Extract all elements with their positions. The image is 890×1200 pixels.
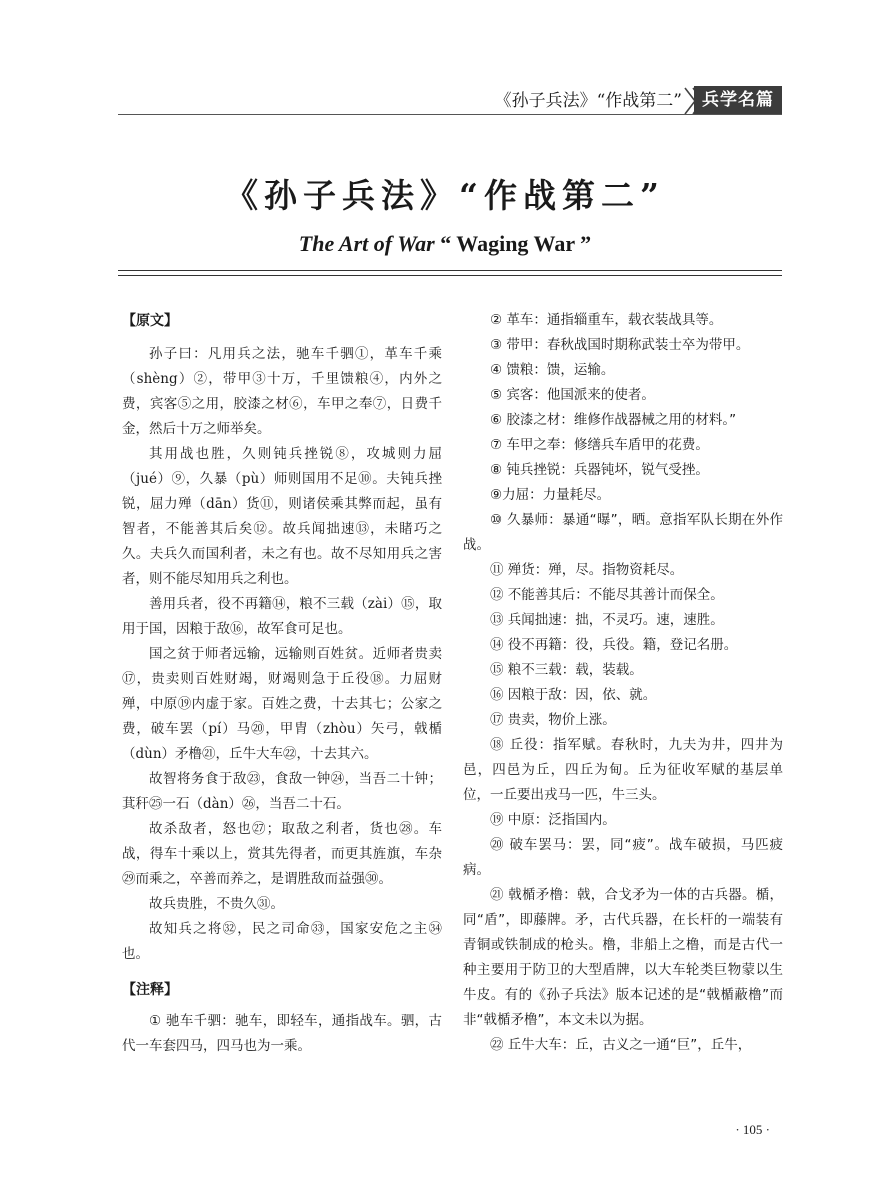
title-english-rest: “ Waging War ”	[440, 231, 592, 256]
note-item: ⑮ 粮不三载：载，装载。	[490, 662, 643, 678]
note-item: ② 革车：通指辎重车，载衣装战具等。	[490, 312, 723, 328]
original-paragraph: 故知兵之将㉜，民之司命㉝，国家安危之主㉞也。	[122, 921, 442, 962]
note-item: ⑦ 车甲之奉：修缮兵车盾甲的花费。	[490, 437, 709, 453]
original-paragraph: 故杀敌者，怒也㉗；取敌之利者，货也㉘。车战，得车十乘以上，赏其先得者，而更其旌旗，车杂㉙而乘之，卒善而养之，是谓胜敌而益强㉚。	[122, 821, 442, 887]
notes-heading: 【注释】	[122, 982, 178, 998]
note-item: ⑧ 钝兵挫锐：兵器钝坏，锐气受挫。	[490, 462, 709, 478]
original-paragraph: 故智将务食于敌㉓，食敌一钟㉔，当吾二十钟；萁秆㉕一石（dàn）㉖，当吾二十石。	[122, 771, 442, 812]
note-item: ⑫ 不能善其后：不能尽其善计而保全。	[490, 587, 724, 603]
note-item: ⑭ 役不再籍：役，兵役。籍，登记名册。	[490, 637, 738, 653]
note-item: ⑩ 久暴师：暴通“曝”，晒。意指军队长期在外作战。	[463, 512, 783, 553]
note-item: ① 驰车千驷：驰车，即轻车，通指战车。驷，古代一车套四马，四马也为一乘。	[122, 1013, 442, 1054]
original-paragraph: 国之贫于师者远输，远输则百姓贫。近师者贵卖⑰，贵卖则百姓财竭，财竭则急于丘役⑱。力屈财殚，中原⑲内虚于家。百姓之费，十去其七；公家之费，破车罢（pí）马⑳，甲胄（zhòu）矢弓，戟楯（dùn）矛橹㉑，丘牛大车㉒，十去其六。	[122, 646, 442, 762]
section-tag: 兵学名篇	[694, 86, 782, 114]
right-column	[463, 308, 783, 1058]
original-heading: 【原文】	[122, 313, 178, 329]
note-item: ⑪ 殚货：殚，尽。指物资耗尽。	[490, 562, 684, 578]
note-item: ⑰ 贵卖，物价上涨。	[490, 712, 616, 728]
original-paragraph: 孙子曰：凡用兵之法，驰车千驷①，革车千乘（shèng）②，带甲③十万，千里馈粮④，内外之费，宾客⑤之用，胶漆之材⑥，车甲之奉⑦，日费千金，然后十万之师举矣。	[122, 346, 442, 437]
title-chinese: 《孙子兵法》“作战第二”	[225, 176, 665, 215]
note-item: ⑯ 因粮于敌：因，依、就。	[490, 687, 657, 703]
original-paragraph: 其用战也胜，久则钝兵挫锐⑧，攻城则力屈（jué）⑨，久暴（pù）师则国用不足⑩。夫钝兵挫锐，屈力殚（dān）货⑪，则诸侯乘其弊而起，虽有智者，不能善其后矣⑫。故兵闻拙速⑬，未睹巧之久。夫兵久而国利者，未之有也。故不尽知用兵之害者，则不能尽知用兵之利也。	[122, 446, 442, 587]
note-item: ⑱ 丘役：指军赋。春秋时，九夫为井，四井为邑，四邑为丘，四丘为甸。丘为征收军赋的基层单位，一丘要出戎马一匹，牛三头。	[463, 737, 783, 803]
title-double-rule	[118, 270, 782, 276]
note-item: ⑬ 兵闻拙速：拙，不灵巧。速，速胜。	[490, 612, 724, 628]
running-title: 《孙子兵法》“作战第二”	[494, 91, 682, 111]
note-item: ⑲ 中原：泛指国内。	[490, 812, 616, 828]
left-column	[122, 308, 442, 1059]
page-number: · 105 ·	[735, 1122, 770, 1137]
note-item: ㉒ 丘牛大车：丘，古义之一通“巨”，丘牛，	[490, 1037, 752, 1053]
note-item: ㉑ 戟楯矛橹：戟，合戈矛为一体的古兵器。楯，同“盾”，即藤牌。矛，古代兵器，在长杆的一端装有青铜或铁制成的枪头。橹，非船上之橹，而是古代一种主要用于防卫的大型盾牌，以大车轮类巨物蒙以生牛皮。有的《孙子兵法》版本记述的是“戟楯蔽橹”而非“戟楯矛橹”，本文未以为据。	[463, 887, 783, 1028]
note-item: ④ 馈粮：馈，运输。	[490, 362, 615, 378]
note-item: ⑤ 宾客：他国派来的使者。	[490, 387, 655, 403]
note-item: ⑳ 破车罢马：罢，同“疲”。战车破损，马匹疲病。	[463, 837, 783, 878]
header-rule	[118, 114, 782, 115]
title-english	[0, 231, 890, 257]
title-english-italic: The Art of War	[298, 231, 435, 256]
note-item: ③ 带甲：春秋战国时期称武装士卒为带甲。	[490, 337, 750, 353]
original-paragraph: 善用兵者，役不再籍⑭，粮不三载（zài）⑮，取用于国，因粮于敌⑯，故军食可足也。	[122, 596, 442, 637]
note-item: ⑥ 胶漆之材：维修作战器械之用的材料。”	[490, 412, 737, 428]
original-paragraph: 故兵贵胜，不贵久㉛。	[149, 896, 284, 912]
note-item: ⑨力屈：力量耗尽。	[490, 487, 611, 503]
